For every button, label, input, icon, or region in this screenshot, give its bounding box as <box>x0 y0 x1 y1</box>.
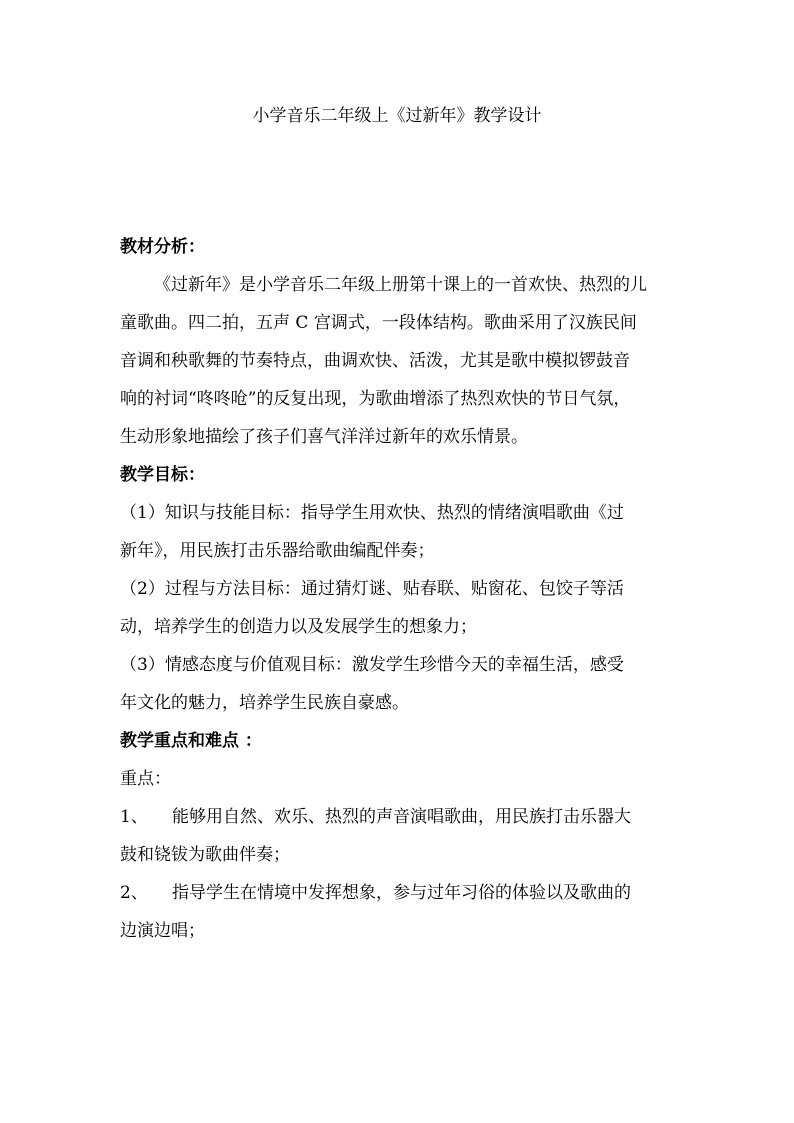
key-points-heading: 教学重点和难点 ： <box>120 731 262 751</box>
key-points-subheading: 重点： <box>120 769 171 789</box>
analysis-line: 《过新年》是小学音乐二年级上册第十课上的一首欢快、热烈的儿 <box>154 275 647 295</box>
key-point-text: 能够用自然、欢乐、热烈的声音演唱歌曲，用民族打击乐器大 <box>172 807 631 827</box>
goals-line: （1）知识与技能目标：指导学生用欢快、热烈的情绪演唱歌曲《过 <box>120 503 624 523</box>
goals-heading: 教学目标： <box>120 465 205 485</box>
analysis-line: 生动形象地描绘了孩子们喜气洋洋过新年的欢乐情景。 <box>120 427 528 447</box>
key-point-number: 2、 <box>120 883 148 903</box>
analysis-line: 音调和秧歌舞的节奏特点，曲调欢快、活泼，尤其是歌中模拟锣鼓音 <box>120 351 630 371</box>
key-point-text: 指导学生在情境中发挥想象，参与过年习俗的体验以及歌曲的 <box>172 883 631 903</box>
goals-line: 动，培养学生的创造力以及发展学生的想象力； <box>120 617 477 637</box>
document-body <box>120 228 680 950</box>
key-point-number: 1、 <box>120 807 148 827</box>
analysis-line: 响的衬词“咚咚呛”的反复出现，为歌曲增添了热烈欢快的节日气氛， <box>120 389 631 409</box>
goals-line: 新年》，用民族打击乐器给歌曲编配伴奏； <box>120 541 435 561</box>
goals-line: 年文化的魅力，培养学生民族自豪感。 <box>120 693 409 713</box>
key-point-continuation: 鼓和铙钹为歌曲伴奏； <box>120 845 290 865</box>
document-title: 小学音乐二年级上《过新年》教学设计 <box>252 106 542 126</box>
goals-line: （2）过程与方法目标：通过猜灯谜、贴春联、贴窗花、包饺子等活 <box>120 579 624 599</box>
goals-line: （3）情感态度与价值观目标：激发学生珍惜今天的幸福生活，感受 <box>120 655 624 675</box>
key-point-continuation: 边演边唱； <box>120 921 205 941</box>
key-point-item <box>120 874 680 912</box>
key-point-item <box>120 798 680 836</box>
analysis-line: 童歌曲。四二拍，五声 C 宫调式，一段体结构。歌曲采用了汉族民间 <box>120 313 637 333</box>
analysis-heading: 教材分析： <box>120 237 205 257</box>
